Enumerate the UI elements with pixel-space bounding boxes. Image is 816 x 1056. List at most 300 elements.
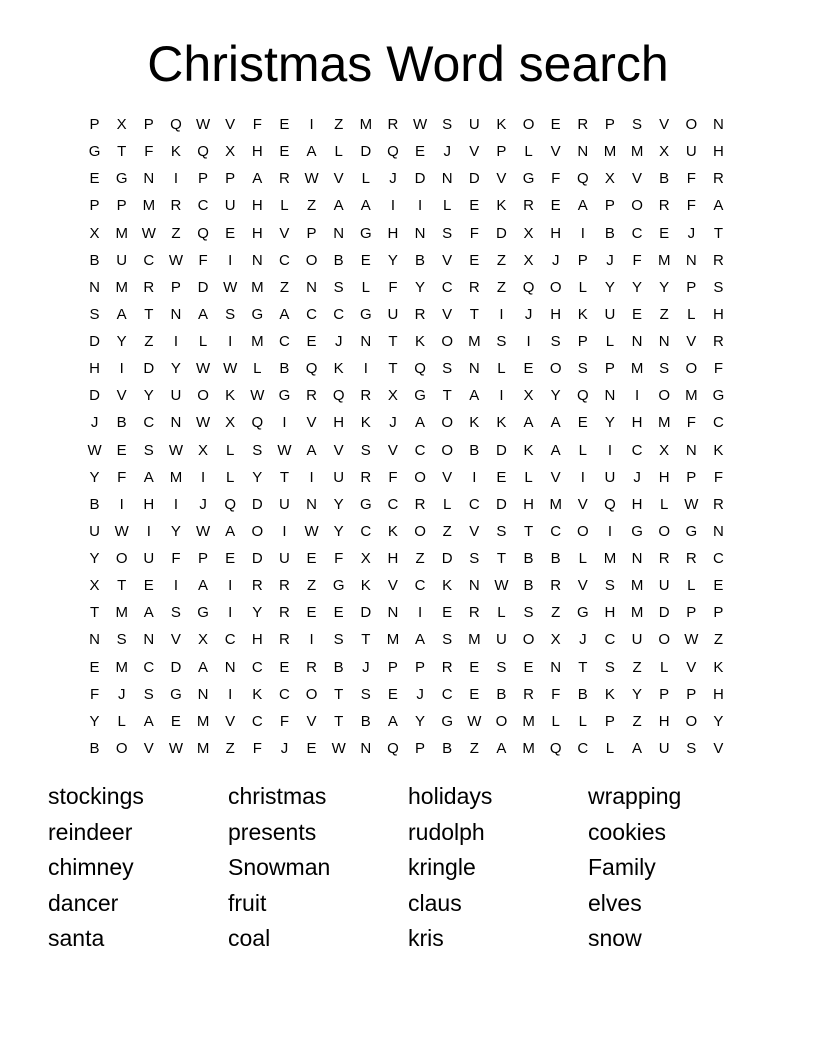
grid-letter: S [225, 305, 236, 323]
grid-letter: F [144, 143, 154, 161]
grid-letter: F [469, 224, 479, 242]
grid-letter: U [658, 577, 670, 595]
grid-letter: W [114, 522, 129, 540]
grid-letter: O [197, 387, 209, 405]
grid-letter: L [687, 577, 696, 595]
grid-letter: C [550, 522, 562, 540]
grid-letter: P [415, 658, 426, 676]
grid-letter: J [524, 305, 533, 323]
grid-letter: R [577, 116, 589, 133]
grid-letter: M [115, 278, 128, 296]
grid-letter: X [523, 224, 534, 242]
grid-letter: R [360, 387, 372, 405]
grid-letter: E [306, 333, 317, 350]
grid-letter: I [417, 197, 423, 215]
grid-letter: D [496, 495, 507, 513]
grid-letter: L [578, 712, 587, 730]
grid-letter: V [632, 170, 643, 188]
grid-letter: V [225, 116, 236, 133]
grid-letter: Y [89, 550, 100, 567]
grid-letter: L [361, 170, 370, 188]
word-list-item: stockings [48, 783, 144, 809]
grid-letter: X [523, 387, 534, 405]
grid-letter: N [631, 550, 643, 567]
grid-letter: E [659, 224, 670, 242]
grid-letter: E [306, 550, 317, 567]
grid-letter: T [117, 577, 127, 595]
grid-letter: S [713, 278, 724, 296]
grid-letter: B [116, 414, 127, 432]
grid-letter: S [143, 685, 154, 703]
grid-letter: A [252, 170, 263, 188]
grid-letter: Z [334, 116, 344, 133]
grid-letter: C [333, 305, 345, 323]
grid-letter: N [550, 658, 562, 676]
grid-letter: S [469, 550, 480, 567]
grid-letter: P [577, 251, 588, 269]
grid-letter: N [577, 143, 589, 161]
grid-letter: X [659, 143, 670, 161]
grid-letter: C [279, 251, 290, 269]
grid-letter: M [603, 143, 617, 161]
grid-letter: P [415, 739, 426, 757]
grid-letter: N [387, 604, 399, 622]
grid-letter: D [360, 143, 372, 161]
grid-letter: M [115, 604, 128, 622]
grid-letter: O [495, 712, 508, 730]
grid-letter: S [686, 739, 697, 757]
grid-letter: C [577, 739, 589, 757]
grid-letter: F [686, 170, 696, 188]
grid-letter: I [228, 333, 233, 350]
grid-letter: I [634, 387, 640, 405]
grid-letter: W [412, 116, 428, 133]
grid-letter: B [415, 251, 426, 269]
grid-letter: J [633, 468, 641, 486]
grid-letter: Y [713, 712, 724, 730]
grid-letter: H [658, 712, 670, 730]
grid-letter: J [606, 251, 614, 269]
grid-letter: R [251, 577, 263, 595]
grid-letter: E [415, 143, 426, 161]
grid-letter: F [686, 197, 696, 215]
grid-letter: M [657, 251, 671, 269]
grid-letter: P [306, 224, 317, 242]
grid-letter: Y [659, 278, 670, 296]
grid-letter: P [198, 550, 209, 567]
grid-letter: E [713, 577, 724, 595]
grid-letter: G [576, 604, 589, 622]
grid-letter: A [306, 143, 317, 161]
grid-letter: V [442, 251, 453, 269]
grid-letter: K [523, 441, 534, 459]
grid-letter: D [496, 224, 507, 242]
grid-letter: G [251, 305, 264, 323]
grid-letter: I [173, 577, 179, 595]
grid-letter: J [199, 495, 207, 513]
grid-letter: T [279, 468, 290, 486]
grid-letter: S [360, 685, 371, 703]
grid-letter: S [360, 441, 371, 459]
word-list-item: claus [408, 889, 462, 916]
grid-letter: D [468, 170, 480, 188]
grid-letter: B [89, 251, 100, 269]
grid-letter: K [333, 360, 344, 378]
grid-letter: C [631, 441, 643, 459]
grid-letter: L [280, 197, 289, 215]
grid-letter: O [414, 468, 426, 486]
grid-letter: V [577, 577, 588, 595]
grid-letter: X [198, 631, 209, 649]
grid-letter: E [279, 143, 290, 161]
grid-letter: X [116, 116, 127, 133]
letter-grid [81, 111, 732, 762]
grid-letter: L [361, 278, 370, 296]
grid-letter: N [631, 333, 643, 350]
grid-letter: J [443, 143, 451, 161]
grid-letter: M [142, 197, 156, 215]
grid-letter: O [305, 251, 318, 269]
grid-letter: N [143, 170, 155, 188]
grid-letter: U [496, 631, 507, 649]
grid-letter: L [253, 360, 262, 378]
grid-letter: L [443, 495, 452, 513]
grid-letter: S [442, 224, 453, 242]
grid-letter: H [251, 224, 263, 242]
grid-letter: H [658, 468, 670, 486]
grid-letter: F [171, 550, 181, 567]
grid-letter: N [685, 251, 697, 269]
grid-letter: S [604, 577, 615, 595]
grid-letter: I [417, 604, 423, 622]
grid-letter: N [468, 577, 480, 595]
grid-letter: G [359, 224, 372, 242]
grid-letter: P [387, 658, 398, 676]
grid-letter: P [686, 604, 697, 622]
grid-letter: N [251, 251, 263, 269]
grid-letter: G [88, 143, 101, 161]
grid-letter: B [360, 712, 371, 730]
grid-letter: H [143, 495, 155, 513]
grid-letter: K [713, 658, 724, 676]
grid-letter: R [414, 305, 426, 323]
grid-letter: N [713, 522, 724, 540]
grid-letter: E [496, 468, 507, 486]
grid-letter: C [713, 550, 724, 567]
grid-letter: S [442, 631, 453, 649]
grid-letter: R [279, 631, 290, 649]
grid-letter: A [469, 387, 480, 405]
grid-letter: R [713, 495, 724, 513]
grid-letter: Z [442, 522, 452, 540]
grid-letter: B [333, 251, 344, 269]
grid-letter: U [89, 522, 100, 540]
grid-letter: W [87, 441, 102, 459]
grid-letter: X [550, 631, 561, 649]
grid-letter: U [685, 143, 697, 161]
grid-letter: W [277, 441, 292, 459]
grid-letter: I [200, 468, 206, 486]
grid-letter: N [414, 224, 426, 242]
grid-letter: F [198, 251, 208, 269]
grid-letter: E [632, 305, 643, 323]
grid-letter: I [146, 522, 151, 540]
grid-letter: M [468, 631, 481, 649]
grid-letter: L [578, 550, 587, 567]
grid-letter: O [549, 278, 562, 296]
grid-letter: Y [89, 468, 100, 486]
grid-letter: Y [143, 387, 154, 405]
grid-letter: P [686, 468, 697, 486]
grid-letter: V [387, 577, 398, 595]
grid-letter: O [441, 441, 454, 459]
grid-letter: Y [89, 712, 100, 730]
grid-letter: B [333, 658, 344, 676]
grid-letter: L [660, 495, 669, 513]
grid-letter: F [279, 712, 290, 730]
grid-letter: V [550, 468, 561, 486]
grid-letter: H [713, 685, 724, 703]
grid-letter: R [713, 251, 724, 269]
grid-letter: R [306, 658, 317, 676]
grid-letter: H [251, 197, 263, 215]
grid-letter: N [197, 685, 209, 703]
grid-letter: V [469, 143, 480, 161]
grid-letter: R [441, 658, 453, 676]
grid-letter: I [309, 631, 314, 649]
grid-letter: I [119, 495, 124, 513]
grid-letter: J [551, 251, 560, 269]
grid-letter: S [170, 604, 181, 622]
grid-letter: Z [632, 658, 642, 676]
word-list-item: dancer [48, 889, 119, 916]
grid-letter: Z [632, 712, 642, 730]
grid-letter: Q [305, 360, 318, 378]
grid-letter: S [143, 441, 154, 459]
grid-letter: L [524, 143, 533, 161]
grid-letter: U [631, 631, 643, 649]
grid-letter: H [251, 143, 263, 161]
grid-letter: L [226, 441, 235, 459]
grid-letter: E [333, 604, 344, 622]
grid-letter: F [388, 468, 398, 486]
grid-letter: G [631, 522, 643, 540]
grid-letter: W [304, 522, 319, 540]
grid-letter: M [196, 739, 210, 757]
grid-letter: D [170, 658, 182, 676]
grid-letter: H [631, 495, 643, 513]
grid-letter: K [360, 414, 371, 432]
grid-letter: Z [306, 577, 317, 595]
grid-letter: J [280, 739, 289, 757]
grid-letter: Y [170, 360, 181, 378]
grid-letter: Q [224, 495, 237, 513]
grid-letter: A [550, 414, 561, 432]
grid-letter: B [89, 495, 100, 513]
grid-letter: A [306, 441, 317, 459]
grid-letter: V [577, 495, 588, 513]
grid-letter: T [89, 604, 100, 622]
grid-letter: V [442, 468, 453, 486]
grid-letter: J [389, 414, 397, 432]
grid-letter: K [496, 197, 507, 215]
grid-letter: W [168, 251, 184, 269]
grid-letter: G [359, 495, 372, 513]
grid-letter: L [578, 278, 587, 296]
grid-letter: H [387, 550, 399, 567]
grid-letter: R [387, 116, 399, 133]
grid-letter: A [387, 712, 398, 730]
grid-letter: M [630, 360, 644, 378]
grid-letter: I [228, 251, 233, 269]
grid-letter: W [250, 387, 265, 405]
grid-letter: M [603, 550, 617, 567]
grid-letter: X [198, 441, 209, 459]
grid-letter: S [89, 305, 100, 323]
grid-letter: X [225, 414, 236, 432]
grid-letter: F [713, 468, 724, 486]
grid-letter: I [580, 468, 585, 486]
grid-letter: M [657, 414, 671, 432]
grid-letter: A [333, 197, 344, 215]
grid-letter: M [386, 631, 400, 649]
grid-letter: X [225, 143, 236, 161]
grid-letter: M [630, 604, 644, 622]
grid-letter: H [550, 224, 562, 242]
word-list-item: reindeer [48, 818, 133, 845]
grid-letter: F [117, 468, 127, 486]
grid-letter: E [306, 604, 317, 622]
word-list-item: snow [588, 925, 642, 952]
grid-letter: Y [632, 685, 643, 703]
grid-letter: P [89, 197, 100, 215]
grid-letter: G [359, 305, 372, 323]
grid-letter: A [360, 197, 371, 215]
grid-letter: T [578, 658, 588, 676]
grid-letter: C [387, 495, 399, 513]
grid-letter: J [117, 685, 126, 703]
grid-letter: A [577, 197, 588, 215]
grid-letter: E [387, 685, 398, 703]
grid-letter: T [388, 333, 398, 350]
grid-letter: Q [387, 143, 399, 161]
grid-letter: Y [170, 522, 181, 540]
grid-letter: E [225, 550, 236, 567]
grid-letter: P [604, 116, 615, 133]
grid-letter: W [223, 360, 238, 378]
grid-letter: W [141, 224, 156, 242]
grid-letter: O [658, 631, 671, 649]
grid-letter: S [496, 658, 507, 676]
grid-letter: D [251, 550, 263, 567]
grid-letter: Y [632, 278, 643, 296]
grid-letter: J [362, 658, 370, 676]
grid-letter: I [390, 197, 396, 215]
grid-letter: L [551, 712, 560, 730]
grid-letter: K [170, 143, 181, 161]
grid-letter: M [115, 658, 128, 676]
grid-letter: O [522, 116, 535, 133]
grid-letter: O [576, 522, 589, 540]
grid-letter: O [658, 387, 671, 405]
grid-letter: P [496, 143, 507, 161]
grid-letter: W [684, 495, 699, 513]
grid-letter: Y [550, 387, 561, 405]
grid-letter: Q [549, 739, 562, 757]
grid-letter: U [387, 305, 399, 323]
grid-letter: T [469, 305, 479, 323]
grid-letter: K [387, 522, 398, 540]
grid-letter: F [686, 414, 696, 432]
grid-letter: V [225, 712, 236, 730]
grid-letter: W [304, 170, 319, 188]
grid-letter: B [550, 550, 561, 567]
grid-letter: Q [576, 170, 589, 188]
grid-letter: Q [414, 360, 426, 378]
word-list-item: kris [408, 925, 444, 952]
grid-letter: B [279, 360, 290, 378]
grid-letter: W [494, 577, 509, 595]
grid-letter: E [550, 197, 561, 215]
grid-letter: I [499, 387, 504, 405]
grid-letter: V [442, 305, 453, 323]
grid-letter: W [168, 441, 184, 459]
grid-letter: Y [252, 604, 263, 622]
grid-letter: H [333, 414, 345, 432]
grid-letter: U [170, 387, 182, 405]
grid-letter: X [387, 387, 398, 405]
grid-letter: H [604, 604, 616, 622]
page-title: Christmas Word search [147, 36, 669, 92]
grid-letter: N [143, 631, 155, 649]
grid-letter: N [468, 360, 480, 378]
grid-letter: C [306, 305, 317, 323]
grid-letter: V [469, 522, 480, 540]
grid-letter: O [685, 360, 698, 378]
word-list-item: kringle [408, 854, 476, 881]
grid-letter: L [198, 333, 208, 350]
grid-letter: B [89, 739, 100, 757]
grid-letter: S [333, 278, 344, 296]
grid-letter: U [604, 468, 616, 486]
grid-letter: E [306, 739, 317, 757]
grid-letter: F [551, 685, 561, 703]
grid-letter: W [195, 116, 211, 133]
grid-letter: U [468, 116, 480, 133]
grid-letter: E [523, 360, 534, 378]
grid-letter: P [89, 116, 100, 133]
word-list-item: fruit [228, 889, 267, 916]
grid-letter: D [89, 333, 100, 350]
grid-letter: F [334, 550, 344, 567]
grid-letter: O [522, 631, 535, 649]
grid-letter: D [414, 170, 426, 188]
grid-letter: I [363, 360, 368, 378]
grid-letter: E [442, 604, 453, 622]
grid-letter: H [251, 631, 263, 649]
grid-letter: V [170, 631, 181, 649]
grid-letter: Q [197, 224, 209, 242]
grid-letter: M [251, 278, 264, 296]
grid-letter: Q [332, 387, 345, 405]
grid-letter: A [632, 739, 643, 757]
grid-letter: U [143, 550, 155, 567]
grid-letter: A [550, 441, 561, 459]
grid-letter: Q [522, 278, 535, 296]
grid-letter: B [577, 685, 588, 703]
grid-letter: N [89, 278, 100, 296]
grid-letter: S [442, 116, 453, 133]
